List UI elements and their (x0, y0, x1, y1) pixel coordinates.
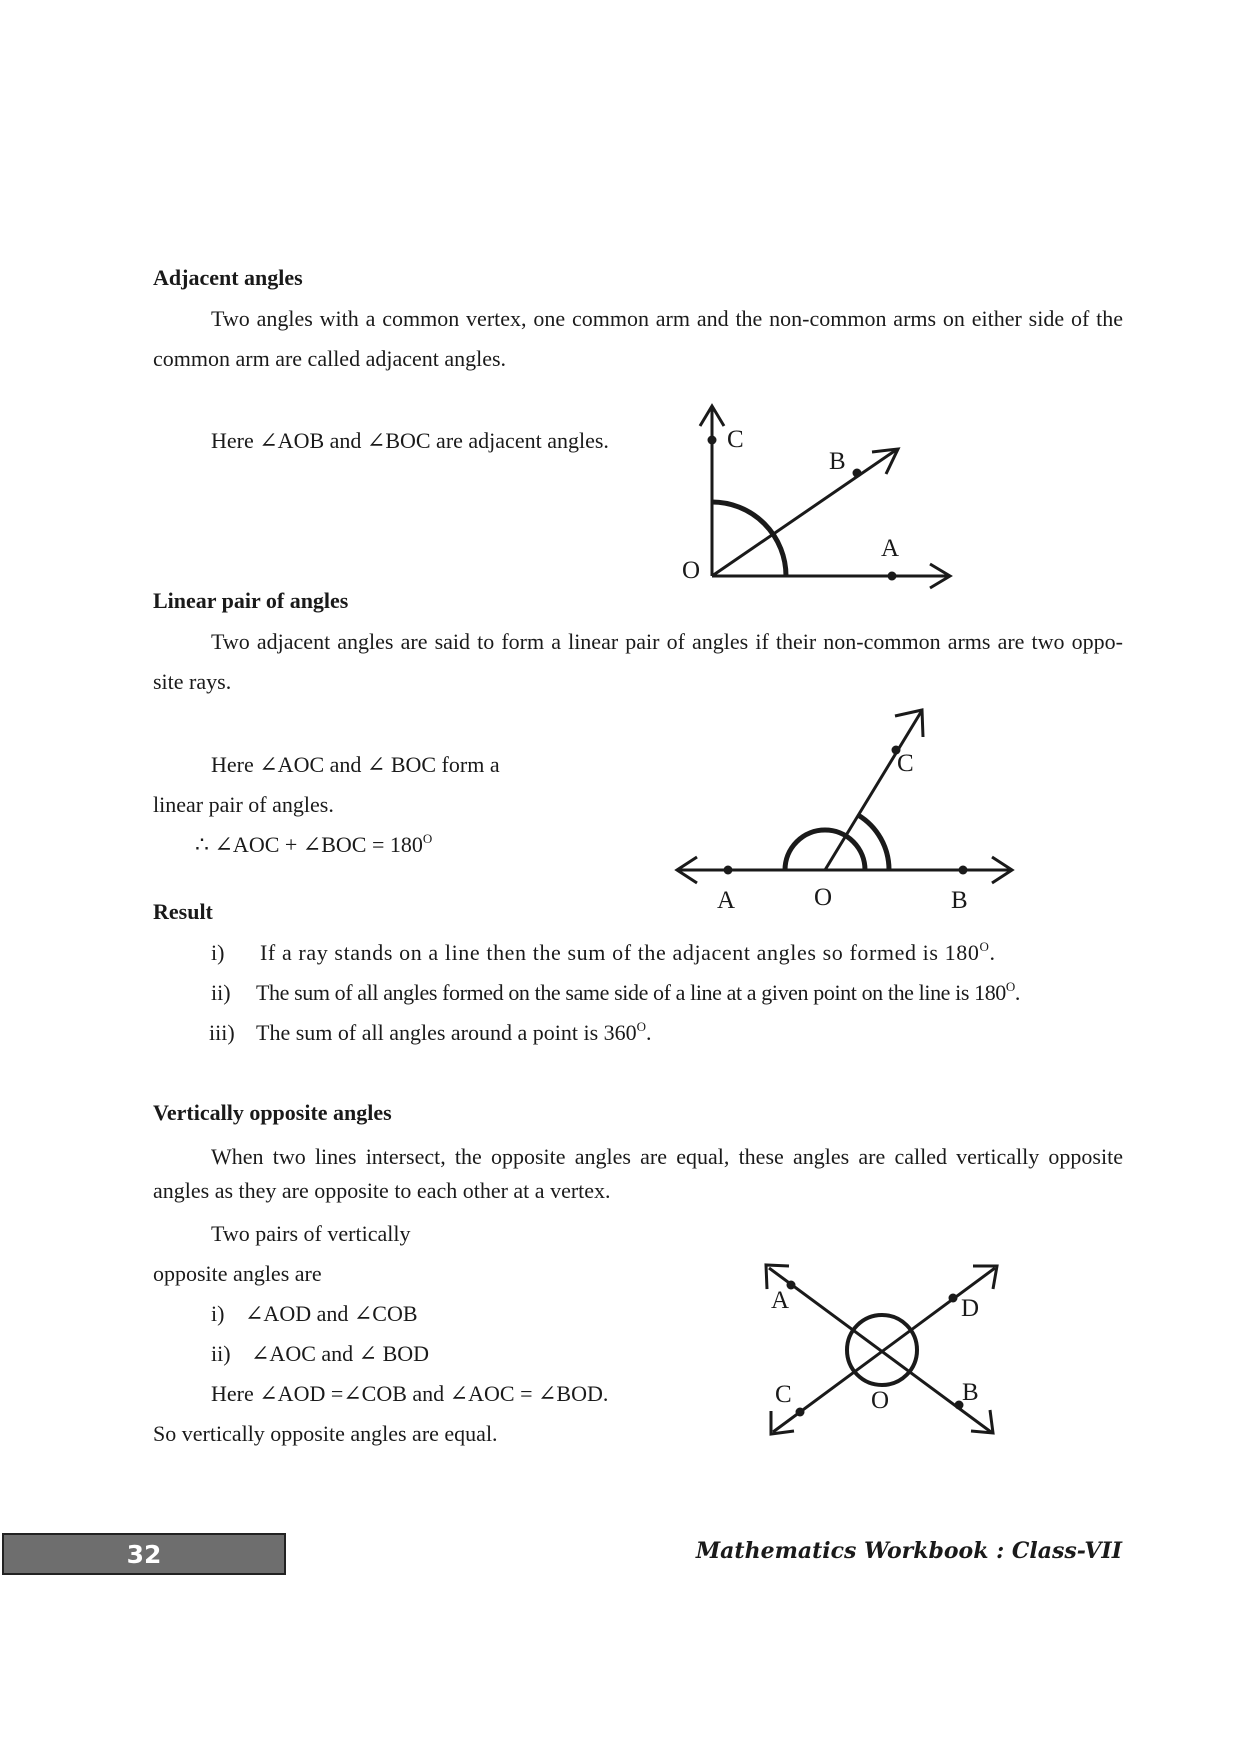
label-point-a: A (881, 535, 900, 562)
label-point-c: C (775, 1381, 792, 1408)
result-item-number: ii) (211, 980, 231, 1005)
label-point-b: B (829, 448, 846, 475)
vertical-pair-number: i) (211, 1301, 225, 1326)
vertical-pair-text: ∠AOC and ∠ BOD (251, 1341, 430, 1366)
definition-linear-pair: Two adjacent angles are said to form a linear pair of angles if their non-common arms are two oppo- site rays. (153, 629, 1123, 694)
vertical-intro-line1: Two pairs of vertically (211, 1221, 411, 1246)
label-point-a: A (771, 1287, 790, 1314)
label-point-o: O (814, 884, 833, 911)
result-item-number: i) (211, 940, 225, 965)
label-point-b: B (962, 1379, 979, 1406)
label-point-a: A (717, 887, 736, 914)
example-linear-pair-line2: linear pair of angles. (153, 792, 334, 817)
label-point-o: O (871, 1387, 890, 1414)
label-point-o: O (682, 557, 701, 584)
example-adjacent-angles: Here ∠AOB and ∠BOC are adjacent angles. (211, 428, 609, 453)
vertical-intro-line2: opposite angles are (153, 1261, 322, 1286)
page-number-box (2, 1533, 286, 1575)
label-point-c: C (727, 426, 744, 453)
result-item-text: The sum of all angles around a point is $360^O$. (256, 1019, 652, 1045)
vertical-conclusion: So vertically opposite angles are equal. (153, 1421, 498, 1446)
label-point-b: B (951, 887, 968, 914)
result-item-text: The sum of all angles formed on the same side of a line at a given point on the line is $180^O$. (256, 979, 1021, 1005)
heading-vertically-opposite: Vertically opposite angles (153, 1100, 392, 1125)
heading-result: Result (153, 899, 213, 924)
result-item-text: If a ray stands on a line then the sum of the adjacent angles so formed is $180^O$. (260, 939, 996, 965)
page-number: 32 (126, 1539, 162, 1569)
linear-pair-equation: ∴ ∠AOC + ∠BOC = $180^O$ (195, 831, 433, 857)
definition-adjacent-angles: Two angles with a common vertex, one common arm and the non-common arms on either side of the common arm are called adjacent angles. (153, 306, 1123, 371)
heading-linear-pair: Linear pair of angles (153, 588, 349, 613)
vertical-pair-number: ii) (211, 1341, 231, 1366)
definition-vertically-opposite: When two lines intersect, the opposite angles are equal, these angles are called vertically opposite angles as they are opposite to each other at a vertex. (153, 1144, 1123, 1203)
book-title: Mathematics Workbook : Class-VII (695, 1538, 1122, 1564)
heading-adjacent-angles: Adjacent angles (153, 265, 303, 290)
vertical-pair-text: ∠AOD and ∠COB (245, 1301, 418, 1326)
result-item-number: iii) (209, 1020, 235, 1045)
example-linear-pair-line1: Here ∠AOC and ∠ BOC form a (211, 752, 500, 777)
label-point-d: D (961, 1295, 980, 1322)
vertical-statement: Here ∠AOD =∠COB and ∠AOC = ∠BOD. (211, 1381, 609, 1406)
label-point-c: C (897, 750, 914, 777)
